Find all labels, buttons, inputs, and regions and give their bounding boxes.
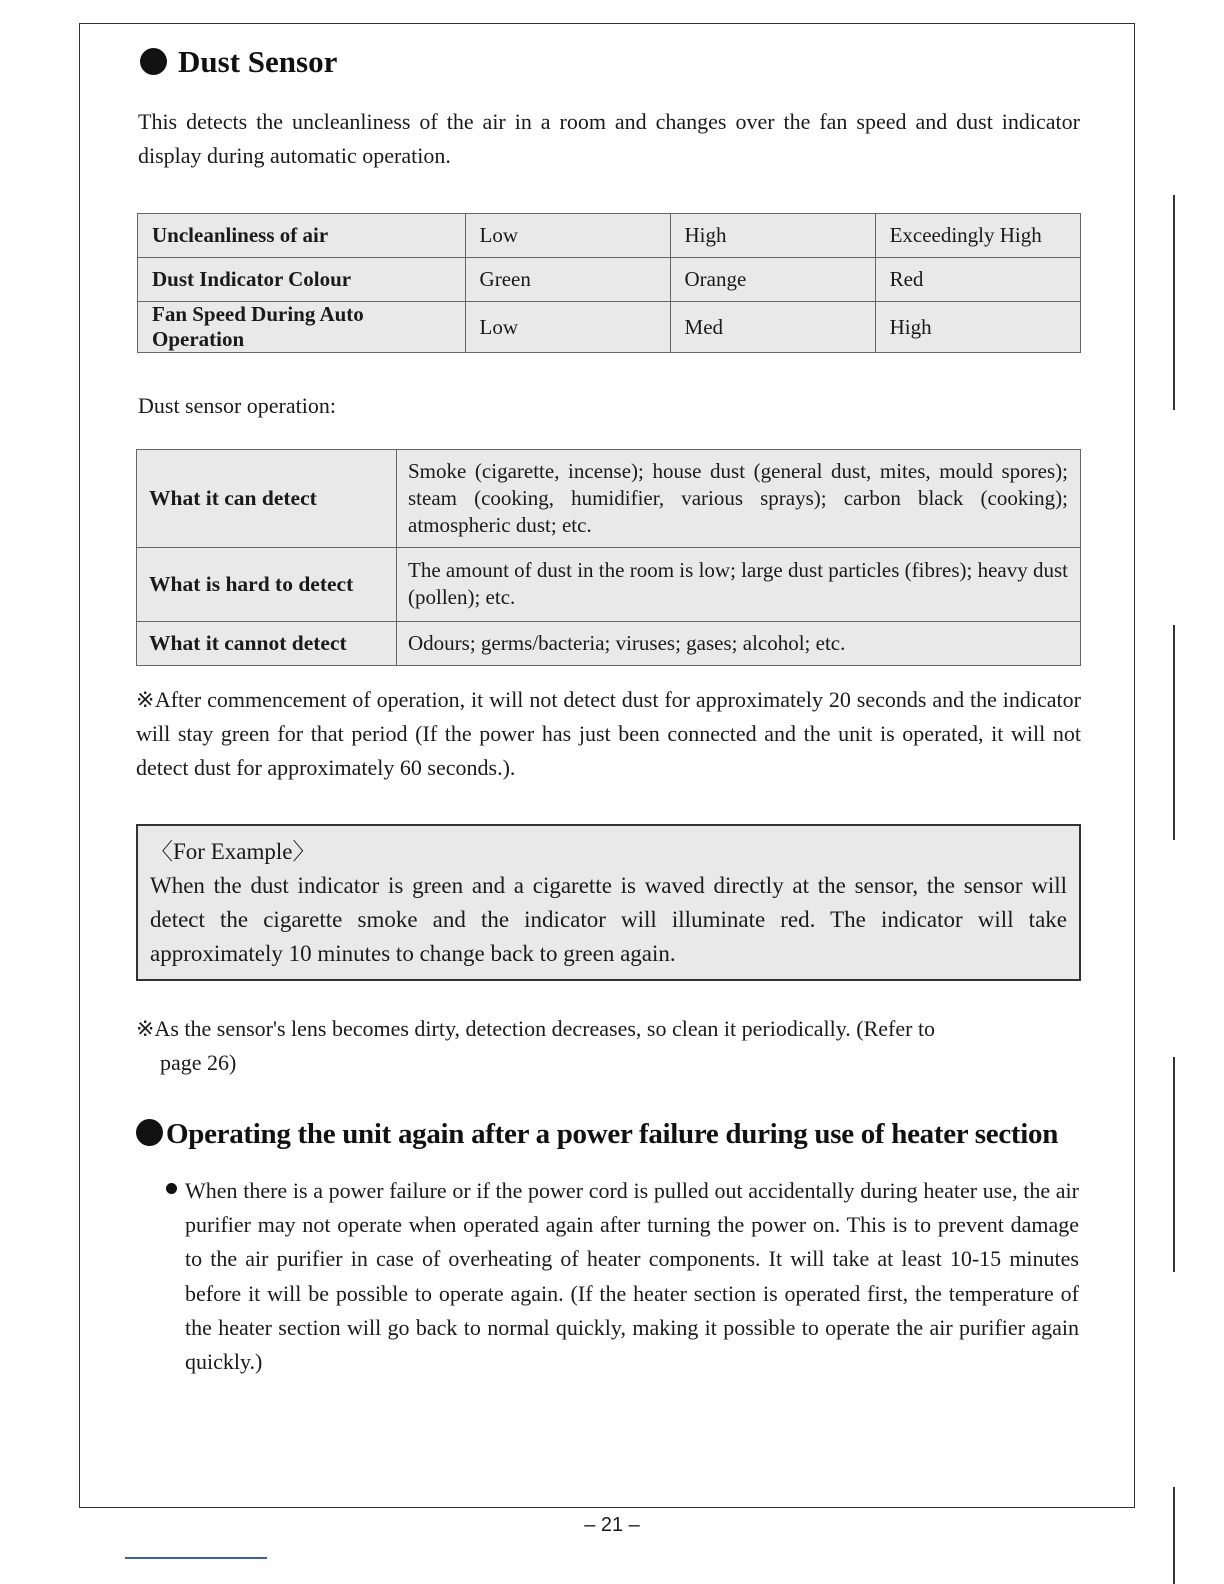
- row-header: Uncleanliness of air: [138, 214, 466, 258]
- power-failure-paragraph: When there is a power failure or if the power cord is pulled out accidentally during heater use, the air purifier may not operate when operated again after turning the power on. This is to prevent damage to the air purifier in case of overheating of heater components. It will take at least 10-15 minutes before it will be possible to operate again. (If the heater section is operated first, the temperature of the heater section will go back to normal quickly, making it possible to operate the air purifier again quickly.): [185, 1178, 1079, 1375]
- note-line: ※As the sensor's lens becomes dirty, detection decreases, so clean it periodically. (Refer to: [136, 1016, 936, 1041]
- page-number: – 21 –: [584, 1514, 640, 1536]
- list-bullet-icon: [166, 1183, 177, 1194]
- row-header: Dust Indicator Colour: [138, 258, 466, 302]
- detection-table: [136, 449, 1081, 666]
- margin-line: [1173, 625, 1175, 840]
- row-header: What it can detect: [137, 450, 397, 548]
- margin-line: [1173, 1057, 1175, 1272]
- table-cell: Orange: [670, 258, 875, 302]
- table-cell: Low: [465, 302, 670, 353]
- table-cell: Red: [875, 258, 1080, 302]
- section-title-text: Operating the unit again after a power failure during use of heater section: [166, 1118, 1059, 1150]
- table-row: [138, 302, 1081, 353]
- table-row: [137, 450, 1081, 548]
- table-cell: Odours; germs/bacteria; viruses; gases; alcohol; etc.: [397, 622, 1081, 666]
- row-header: What is hard to detect: [137, 548, 397, 622]
- operation-heading: Dust sensor operation:: [138, 393, 336, 418]
- row-header: Fan Speed During Auto Operation: [138, 302, 466, 353]
- margin-line: [1173, 195, 1175, 410]
- note-detection-delay: ※After commencement of operation, it will not detect dust for approximately 20 seconds and the indicator will stay green for that period (If the power has just been connected and the unit is operated, it will not detect dust for approximately 60 seconds.).: [136, 687, 1081, 780]
- levels-table: [137, 213, 1081, 353]
- table-cell: Green: [465, 258, 670, 302]
- note-line: page 26): [160, 1050, 237, 1075]
- bullet-icon: [140, 48, 167, 75]
- table-cell: High: [875, 302, 1080, 353]
- table-row: [137, 622, 1081, 666]
- table-cell: Exceedingly High: [875, 214, 1080, 258]
- intro-paragraph: This detects the uncleanliness of the air in a room and changes over the fan speed and dust indicator display during automatic operation.: [138, 109, 1080, 168]
- table-cell: High: [670, 214, 875, 258]
- table-row: [138, 214, 1081, 258]
- section-title-power-failure: [136, 1118, 1058, 1151]
- footer-rule: [125, 1557, 267, 1559]
- table-cell: Low: [465, 214, 670, 258]
- table-cell: Med: [670, 302, 875, 353]
- section-title-dust-sensor: [140, 44, 337, 80]
- section-title-text: Dust Sensor: [178, 44, 338, 79]
- example-heading: 〈For Example〉: [150, 839, 316, 864]
- note-lens-cleaning: [136, 1012, 1081, 1080]
- table-cell: Smoke (cigarette, incense); house dust (general dust, mites, mould spores); steam (cooking, humidifier, various sprays); carbon black (cooking); atmospheric dust; etc.: [397, 450, 1081, 548]
- table-cell: The amount of dust in the room is low; large dust particles (fibres); heavy dust (pollen); etc.: [397, 548, 1081, 622]
- table-row: [138, 258, 1081, 302]
- row-header: What it cannot detect: [137, 622, 397, 666]
- example-text: When the dust indicator is green and a cigarette is waved directly at the sensor, the sensor will detect the cigarette smoke and the indicator will illuminate red. The indicator will take approximately 10 minutes to change back to green again.: [150, 873, 1067, 966]
- bullet-icon: [136, 1119, 163, 1146]
- table-row: [137, 548, 1081, 622]
- example-box: [136, 824, 1081, 981]
